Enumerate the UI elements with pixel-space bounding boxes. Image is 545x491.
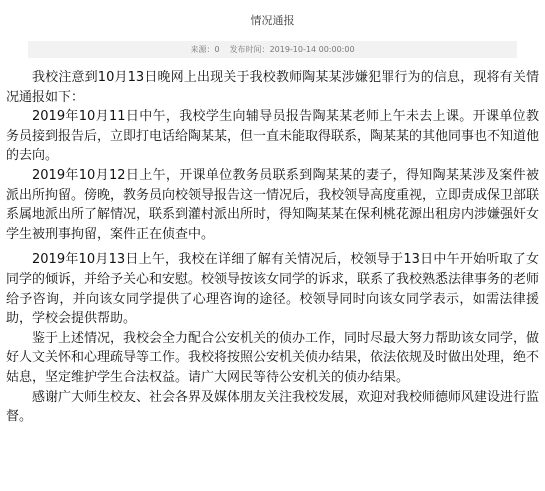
- paragraph-oct-12: 2019年10月12日上午，开课单位教务员联系到陶某某的妻子，得知陶某某涉及案件被派出所拘留。傍晚，教务员向校领导报告这一情况后，我校领导高度重视，立即责成保卫部联系属地派出所了解情况，联系到灌村派出所时，得知陶某某在保利桃花源出租房内涉嫌强奸女学生被刑事拘留，案件正在侦查中。: [6, 167, 540, 242]
- publish-time-label: 发布时间：: [229, 45, 270, 54]
- publish-time-value: 2019-10-14 00:00:00: [269, 45, 355, 54]
- meta-bar: [28, 41, 517, 58]
- paragraph-thanks: 感谢广大师生校友、社会各界及媒体朋友关注我校发展，欢迎对我校师德师风建设进行监督。: [6, 389, 540, 425]
- paragraph-intro: 我校注意到10月13日晚网上出现关于我校教师陶某某涉嫌犯罪行为的信息，现将有关情况通报如下：: [6, 70, 539, 105]
- source-label: 来源：: [190, 45, 215, 54]
- article-body: [6, 68, 539, 427]
- paragraph-response: 鉴于上述情况，我校会全力配合公安机关的侦办工作，同时尽最大努力帮助该女同学，做好人文关怀和心理疏导等工作。我校将按照公安机关侦办结果，依法依规及时做出处理，绝不姑息，坚定维护学生合法权益。请广大网民等待公安机关的侦办结果。: [6, 330, 540, 385]
- paragraph-oct-13: 2019年10月13日上午，我校在详细了解有关情况后，校领导于13日中午开始听取了女同学的倾诉，并给予关心和安慰。校领导按该女同学的诉求，联系了我校熟悉法律事务的老师给予咨询，并向该女同学提供了心理咨询的途径。校领导同时向该女同学表示，如需法律援助，学校会提供帮助。: [6, 252, 540, 327]
- source-value: 0: [214, 45, 220, 54]
- paragraph-oct-11: 2019年10月11日中午，我校学生向辅导员报告陶某某老师上午未去上课。开课单位教务员接到报告后，立即打电话给陶某某，但一直未能取得联系，陶某某的其他同事也不知道他的去向。: [6, 109, 540, 164]
- page-title: 情况通报: [250, 14, 295, 27]
